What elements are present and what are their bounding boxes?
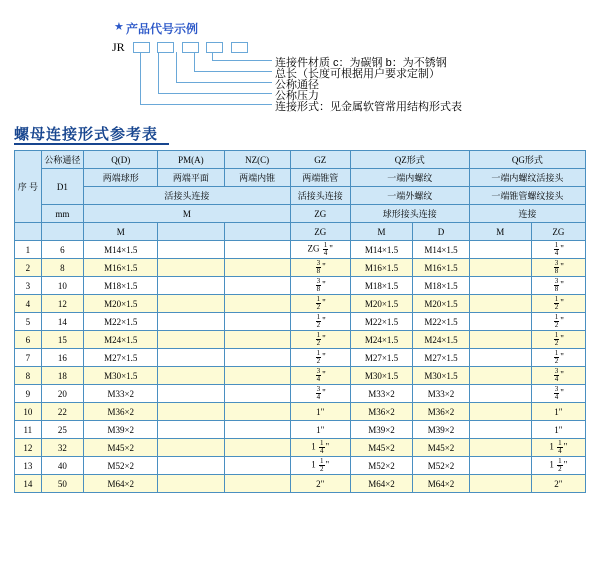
cell-seq: 9 xyxy=(15,385,42,403)
cell-seq: 11 xyxy=(15,421,42,439)
cell-gz: 1 $\frac{1}{2}$ " xyxy=(290,457,350,475)
leader-line xyxy=(176,52,177,83)
cell-gz: $\frac{1}{2}$ " xyxy=(290,331,350,349)
cell-nz xyxy=(224,385,290,403)
header-seq-blank xyxy=(15,223,42,241)
cell-q: M64×2 xyxy=(84,475,158,493)
cell-qz-m: M52×2 xyxy=(350,457,412,475)
leader-line xyxy=(194,71,272,72)
cell-q: M45×2 xyxy=(84,439,158,457)
cell-nz xyxy=(224,403,290,421)
header-row-unit2 xyxy=(15,223,586,241)
legend-length: 总长（长度可根据用户要求定制） xyxy=(275,68,440,80)
cell-q: M30×1.5 xyxy=(84,367,158,385)
cell-qz-m: M64×2 xyxy=(350,475,412,493)
cell-pm xyxy=(158,385,224,403)
header-qg-join: 连接 xyxy=(469,205,585,223)
header-qg-unit-zg: ZG xyxy=(531,223,585,241)
cell-seq: 2 xyxy=(15,259,42,277)
cell-seq: 14 xyxy=(15,475,42,493)
cell-qg-m xyxy=(469,313,531,331)
cell-qz-d: M22×1.5 xyxy=(413,313,470,331)
header-seq xyxy=(15,151,42,223)
cell-nz xyxy=(224,475,290,493)
cell-seq: 5 xyxy=(15,313,42,331)
cell-qz-d: M16×1.5 xyxy=(413,259,470,277)
cell-qz-m: M33×2 xyxy=(350,385,412,403)
cell-pm xyxy=(158,259,224,277)
cell-qg-m xyxy=(469,277,531,295)
header-q-join: 活接头连接 xyxy=(84,187,291,205)
cell-gz: ZG $\frac{1}{4}$ " xyxy=(290,241,350,259)
table-row xyxy=(15,385,586,403)
table-row xyxy=(15,259,586,277)
cell-qg-m xyxy=(469,421,531,439)
cell-seq: 4 xyxy=(15,295,42,313)
cell-pm xyxy=(158,475,224,493)
cell-dn: 15 xyxy=(41,331,83,349)
header-qz-type: 一端内螺纹 xyxy=(350,169,469,187)
cell-qz-d: M39×2 xyxy=(413,421,470,439)
cell-dn: 20 xyxy=(41,385,83,403)
cell-qz-m: M16×1.5 xyxy=(350,259,412,277)
cell-qz-d: M30×1.5 xyxy=(413,367,470,385)
leader-line xyxy=(158,52,159,94)
cell-qg-zg: 2" xyxy=(531,475,585,493)
header-qz-unit-d: D xyxy=(413,223,470,241)
header-gz-join: 活接头连接 xyxy=(290,187,350,205)
cell-qg-zg: $\frac{1}{2}$ " xyxy=(531,349,585,367)
cell-gz: $\frac{1}{2}$ " xyxy=(290,349,350,367)
cell-dn: 18 xyxy=(41,367,83,385)
table-row xyxy=(15,439,586,457)
title-underline xyxy=(14,143,169,145)
cell-qg-zg: 1 $\frac{1}{2}$ " xyxy=(531,457,585,475)
cell-gz: $\frac{1}{2}$ " xyxy=(290,295,350,313)
cell-qz-m: M30×1.5 xyxy=(350,367,412,385)
header-q-unit: M xyxy=(84,223,158,241)
cell-qz-m: M39×2 xyxy=(350,421,412,439)
cell-dn: 6 xyxy=(41,241,83,259)
cell-qz-d: M33×2 xyxy=(413,385,470,403)
cell-qg-m xyxy=(469,349,531,367)
cell-q: M27×1.5 xyxy=(84,349,158,367)
cell-nz xyxy=(224,349,290,367)
cell-qz-d: M36×2 xyxy=(413,403,470,421)
cell-qg-zg: $\frac{3}{4}$ " xyxy=(531,385,585,403)
cell-dn: 22 xyxy=(41,403,83,421)
cell-pm xyxy=(158,241,224,259)
cell-qg-zg: $\frac{3}{4}$ " xyxy=(531,367,585,385)
cell-qg-m xyxy=(469,259,531,277)
cell-nz xyxy=(224,295,290,313)
cell-q: M14×1.5 xyxy=(84,241,158,259)
cell-nz xyxy=(224,277,290,295)
leader-line xyxy=(140,104,272,105)
star-icon: ★ xyxy=(114,21,124,33)
leader-line xyxy=(176,82,272,83)
header-group-nz-code: NZ(C) xyxy=(224,151,290,169)
cell-qz-m: M36×2 xyxy=(350,403,412,421)
cell-dn: 8 xyxy=(41,259,83,277)
cell-qz-d: M52×2 xyxy=(413,457,470,475)
legend-pressure: 公称压力 xyxy=(275,90,319,102)
header-qz-join: 球形接头连接 xyxy=(350,205,469,223)
header-nz-type: 两端内锥 xyxy=(224,169,290,187)
header-qg-unit-m: M xyxy=(469,223,531,241)
cell-seq: 12 xyxy=(15,439,42,457)
cell-pm xyxy=(158,403,224,421)
cell-pm xyxy=(158,331,224,349)
cell-qz-d: M24×1.5 xyxy=(413,331,470,349)
header-unit-zg: ZG xyxy=(290,205,350,223)
leader-line xyxy=(194,52,195,72)
header-group-gz-code: GZ xyxy=(290,151,350,169)
cell-nz xyxy=(224,259,290,277)
cell-gz: $\frac{3}{4}$ " xyxy=(290,367,350,385)
header-qg-type: 一端内螺纹活接头 xyxy=(469,169,585,187)
code-box xyxy=(182,42,199,53)
code-box xyxy=(157,42,174,53)
cell-gz: $\frac{3}{4}$ " xyxy=(290,385,350,403)
header-row-types xyxy=(15,169,586,187)
table-row xyxy=(15,367,586,385)
leader-line xyxy=(140,52,141,105)
cell-seq: 3 xyxy=(15,277,42,295)
table-row xyxy=(15,403,586,421)
cell-nz xyxy=(224,421,290,439)
header-gz-unit: ZG xyxy=(290,223,350,241)
cell-seq: 6 xyxy=(15,331,42,349)
header-row-codes xyxy=(15,151,586,169)
cell-seq: 8 xyxy=(15,367,42,385)
code-box xyxy=(231,42,248,53)
cell-seq: 10 xyxy=(15,403,42,421)
leader-line xyxy=(158,93,272,94)
header-row-joins xyxy=(15,187,586,205)
cell-qz-d: M20×1.5 xyxy=(413,295,470,313)
header-group-pm-code: PM(A) xyxy=(158,151,224,169)
cell-qg-m xyxy=(469,367,531,385)
cell-pm xyxy=(158,439,224,457)
cell-qz-d: M14×1.5 xyxy=(413,241,470,259)
table-row xyxy=(15,295,586,313)
cell-qg-zg: $\frac{1}{2}$ " xyxy=(531,331,585,349)
cell-qg-zg: $\frac{1}{4}$ " xyxy=(531,241,585,259)
header-gz-type: 两端锥管 xyxy=(290,169,350,187)
header-dn-unit: mm xyxy=(41,205,83,223)
cell-dn: 32 xyxy=(41,439,83,457)
table-row xyxy=(15,241,586,259)
cell-gz: $\frac{3}{8}$ " xyxy=(290,277,350,295)
cell-qz-d: M18×1.5 xyxy=(413,277,470,295)
header-unit-m: M xyxy=(84,205,291,223)
cell-qg-m xyxy=(469,403,531,421)
cell-q: M18×1.5 xyxy=(84,277,158,295)
table-row xyxy=(15,349,586,367)
cell-gz: $\frac{1}{2}$ " xyxy=(290,313,350,331)
header-row-units xyxy=(15,205,586,223)
cell-qg-m xyxy=(469,457,531,475)
cell-q: M36×2 xyxy=(84,403,158,421)
cell-gz: 2" xyxy=(290,475,350,493)
cell-qg-m xyxy=(469,241,531,259)
cell-gz: $\frac{3}{8}$ " xyxy=(290,259,350,277)
table-body xyxy=(15,241,586,493)
header-group-qg-code: QG形式 xyxy=(469,151,585,169)
cell-qz-d: M27×1.5 xyxy=(413,349,470,367)
cell-qz-d: M64×2 xyxy=(413,475,470,493)
cell-q: M52×2 xyxy=(84,457,158,475)
cell-qg-zg: $\frac{1}{2}$ " xyxy=(531,313,585,331)
cell-qz-m: M24×1.5 xyxy=(350,331,412,349)
cell-q: M16×1.5 xyxy=(84,259,158,277)
cell-q: M24×1.5 xyxy=(84,331,158,349)
cell-nz xyxy=(224,241,290,259)
table-row xyxy=(15,421,586,439)
cell-qg-zg: $\frac{3}{8}$ " xyxy=(531,259,585,277)
cell-gz: 1" xyxy=(290,403,350,421)
cell-seq: 1 xyxy=(15,241,42,259)
cell-qz-m: M45×2 xyxy=(350,439,412,457)
cell-q: M22×1.5 xyxy=(84,313,158,331)
cell-pm xyxy=(158,277,224,295)
legend-material: 连接件材质 c：为碳钢 b：为不锈钢 xyxy=(275,57,447,69)
cell-q: M39×2 xyxy=(84,421,158,439)
cell-seq: 13 xyxy=(15,457,42,475)
table-row xyxy=(15,277,586,295)
cell-dn: 50 xyxy=(41,475,83,493)
cell-pm xyxy=(158,421,224,439)
cell-q: M20×1.5 xyxy=(84,295,158,313)
cell-gz: 1" xyxy=(290,421,350,439)
header-qz-type2: 一端外螺纹 xyxy=(350,187,469,205)
cell-dn: 10 xyxy=(41,277,83,295)
header-pm-unit xyxy=(158,223,224,241)
table-row xyxy=(15,331,586,349)
product-code-diagram xyxy=(0,0,600,118)
cell-qg-zg: $\frac{3}{8}$ " xyxy=(531,277,585,295)
cell-qz-m: M14×1.5 xyxy=(350,241,412,259)
cell-dn: 14 xyxy=(41,313,83,331)
cell-qg-m xyxy=(469,331,531,349)
cell-qz-d: M45×2 xyxy=(413,439,470,457)
table-row xyxy=(15,475,586,493)
cell-dn: 12 xyxy=(41,295,83,313)
cell-dn: 16 xyxy=(41,349,83,367)
cell-qg-zg: 1 $\frac{1}{4}$ " xyxy=(531,439,585,457)
header-dn-sub: D1 xyxy=(41,169,83,205)
cell-qg-zg: $\frac{1}{2}$ " xyxy=(531,295,585,313)
cell-qz-m: M22×1.5 xyxy=(350,313,412,331)
legend-nominal-dn: 公称通径 xyxy=(275,79,319,91)
cell-pm xyxy=(158,457,224,475)
leader-line xyxy=(212,60,272,61)
header-group-q-code: Q(D) xyxy=(84,151,158,169)
cell-nz xyxy=(224,457,290,475)
header-seq-line1: 序 号 xyxy=(17,182,38,192)
header-qg-type2: 一端锥管螺纹接头 xyxy=(469,187,585,205)
header-dn-blank xyxy=(41,223,83,241)
cell-qz-m: M20×1.5 xyxy=(350,295,412,313)
cell-seq: 7 xyxy=(15,349,42,367)
nut-connection-table xyxy=(14,150,586,493)
cell-qg-m xyxy=(469,439,531,457)
table-row xyxy=(15,457,586,475)
cell-nz xyxy=(224,439,290,457)
diagram-title: 产品代号示例 xyxy=(126,22,199,36)
cell-qg-m xyxy=(469,385,531,403)
code-box xyxy=(206,42,223,53)
product-prefix-label: JR xyxy=(112,40,125,54)
cell-pm xyxy=(158,295,224,313)
cell-qz-m: M18×1.5 xyxy=(350,277,412,295)
cell-dn: 40 xyxy=(41,457,83,475)
header-q-type: 两端球形 xyxy=(84,169,158,187)
code-box xyxy=(133,42,150,53)
cell-qg-zg: 1" xyxy=(531,403,585,421)
table-header xyxy=(15,151,586,241)
cell-pm xyxy=(158,349,224,367)
cell-nz xyxy=(224,313,290,331)
table-row xyxy=(15,313,586,331)
cell-qg-m xyxy=(469,475,531,493)
cell-gz: 1 $\frac{1}{4}$ " xyxy=(290,439,350,457)
header-qz-unit-m: M xyxy=(350,223,412,241)
cell-nz xyxy=(224,367,290,385)
cell-dn: 25 xyxy=(41,421,83,439)
code-boxes xyxy=(133,42,251,60)
cell-qg-zg: 1" xyxy=(531,421,585,439)
header-group-qz-code: QZ形式 xyxy=(350,151,469,169)
header-pm-type: 两端平面 xyxy=(158,169,224,187)
table-title: 螺母连接形式参考表 xyxy=(14,126,159,143)
cell-qg-m xyxy=(469,295,531,313)
cell-qz-m: M27×1.5 xyxy=(350,349,412,367)
header-dn-label: 公称通径 xyxy=(41,151,83,169)
cell-pm xyxy=(158,313,224,331)
legend-connection: 连接形式：见金属软管常用结构形式表 xyxy=(275,101,462,113)
cell-q: M33×2 xyxy=(84,385,158,403)
header-nz-unit xyxy=(224,223,290,241)
cell-pm xyxy=(158,367,224,385)
cell-nz xyxy=(224,331,290,349)
